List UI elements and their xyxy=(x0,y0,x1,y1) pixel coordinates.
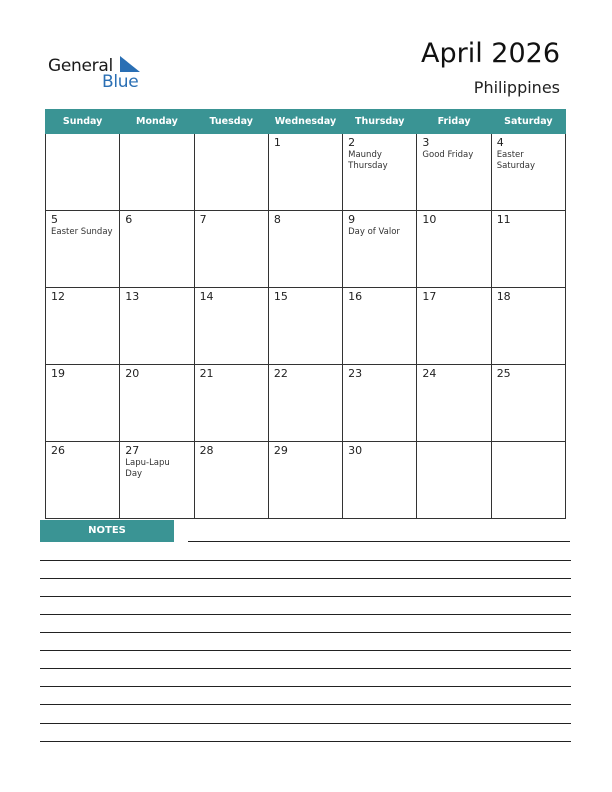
day-number: 12 xyxy=(51,290,65,303)
notes-header: NOTES xyxy=(40,520,174,542)
day-number: 1 xyxy=(273,136,281,149)
week-row xyxy=(46,211,566,288)
day-cell xyxy=(46,211,120,288)
notes-line xyxy=(40,596,571,597)
day-cell xyxy=(268,134,342,211)
notes-line xyxy=(40,668,571,669)
day-cell xyxy=(194,365,268,442)
week-row xyxy=(46,442,566,519)
day-cell xyxy=(343,365,417,442)
notes-line xyxy=(40,578,571,579)
week-row xyxy=(46,134,566,211)
weekday-thursday: Thursday xyxy=(343,110,417,134)
weekday-wednesday: Wednesday xyxy=(268,110,342,134)
day-number: 4 xyxy=(496,136,504,149)
day-cell xyxy=(46,288,120,365)
day-number: 8 xyxy=(273,213,281,226)
day-number: 7 xyxy=(199,213,207,226)
weekday-friday: Friday xyxy=(417,110,491,134)
day-number: 19 xyxy=(51,367,65,380)
day-number: 27 xyxy=(125,444,140,457)
notes-line xyxy=(40,632,571,633)
day-number: 14 xyxy=(199,290,214,303)
day-number: 17 xyxy=(422,290,437,303)
day-cell xyxy=(120,442,194,519)
day-cell xyxy=(268,288,342,365)
day-cell xyxy=(417,442,491,519)
day-cell xyxy=(194,442,268,519)
day-number: 11 xyxy=(496,213,511,226)
day-number: 26 xyxy=(51,444,65,457)
day-number: 21 xyxy=(199,367,214,380)
day-number: 3 xyxy=(422,136,430,149)
day-cell xyxy=(46,442,120,519)
holiday-label: Good Friday xyxy=(422,150,474,160)
day-cell xyxy=(491,134,565,211)
logo-text-general: General xyxy=(48,56,113,76)
day-number: 15 xyxy=(273,290,288,303)
logo xyxy=(48,54,148,94)
notes-line xyxy=(40,560,571,561)
day-cell xyxy=(46,134,120,211)
day-number: 20 xyxy=(125,367,140,380)
day-cell xyxy=(194,288,268,365)
day-cell xyxy=(491,442,565,519)
day-cell xyxy=(120,288,194,365)
day-number: 9 xyxy=(348,213,356,226)
day-number: 29 xyxy=(273,444,288,457)
weekday-monday: Monday xyxy=(120,110,194,134)
day-number: 6 xyxy=(125,213,133,226)
day-cell xyxy=(194,134,268,211)
day-cell xyxy=(268,211,342,288)
holiday-label: Lapu-Lapu Day xyxy=(125,458,170,479)
logo-text-blue: Blue xyxy=(102,72,139,92)
notes-line xyxy=(188,541,570,542)
day-cell xyxy=(417,134,491,211)
day-cell xyxy=(120,365,194,442)
weekday-sunday: Sunday xyxy=(46,110,120,134)
day-cell xyxy=(417,211,491,288)
notes-line xyxy=(40,650,571,651)
weekday-saturday: Saturday xyxy=(491,110,565,134)
day-number: 18 xyxy=(496,290,511,303)
week-row xyxy=(46,288,566,365)
page-title: April 2026 xyxy=(420,38,560,69)
day-cell xyxy=(343,442,417,519)
country-label: Philippines xyxy=(473,78,560,97)
day-cell xyxy=(268,365,342,442)
day-number: 16 xyxy=(348,290,363,303)
day-number: 5 xyxy=(51,213,58,226)
day-number: 30 xyxy=(348,444,363,457)
holiday-label: Easter Sunday xyxy=(51,227,113,237)
day-cell xyxy=(417,365,491,442)
day-number: 10 xyxy=(422,213,437,226)
day-cell xyxy=(194,211,268,288)
notes-line xyxy=(40,686,571,687)
day-number: 23 xyxy=(348,367,363,380)
day-number: 2 xyxy=(348,136,356,149)
weekday-header-row xyxy=(46,110,566,134)
calendar-grid xyxy=(45,109,566,519)
notes-line xyxy=(40,741,571,742)
day-cell xyxy=(343,288,417,365)
day-number: 13 xyxy=(125,290,140,303)
notes-line xyxy=(40,614,571,615)
notes-line xyxy=(40,723,571,724)
day-cell xyxy=(491,288,565,365)
day-cell xyxy=(268,442,342,519)
day-cell xyxy=(491,211,565,288)
logo-triangle-icon xyxy=(120,56,140,72)
day-cell xyxy=(491,365,565,442)
day-number: 25 xyxy=(496,367,511,380)
holiday-label: Easter Saturday xyxy=(496,150,535,171)
holiday-label: Day of Valor xyxy=(348,227,400,237)
notes-line xyxy=(40,704,571,705)
day-cell xyxy=(120,211,194,288)
day-cell xyxy=(343,211,417,288)
week-row xyxy=(46,365,566,442)
day-cell xyxy=(120,134,194,211)
day-cell xyxy=(46,365,120,442)
day-number: 22 xyxy=(273,367,288,380)
day-number: 28 xyxy=(199,444,214,457)
holiday-label: Maundy Thursday xyxy=(348,150,388,171)
day-number: 24 xyxy=(422,367,437,380)
weekday-tuesday: Tuesday xyxy=(194,110,268,134)
day-cell xyxy=(343,134,417,211)
day-cell xyxy=(417,288,491,365)
